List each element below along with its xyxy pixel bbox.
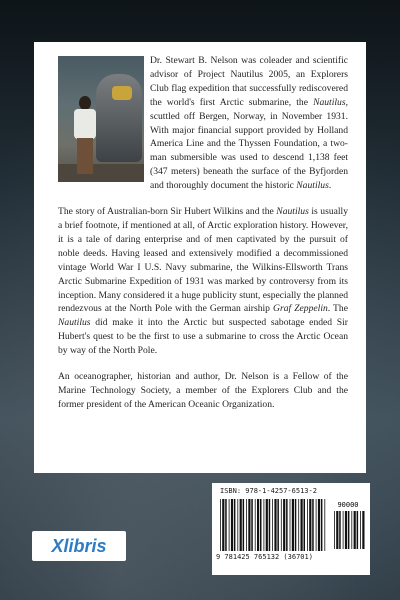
- barcode-box: [212, 483, 370, 575]
- bio-paragraph-1: Dr. Stewart B. Nelson was coleader and scientific advisor of Project Nautilus 2005, an Explorers Club flag expedition that successfully rediscovered the world's first Arctic submarine, the Nautilus, scuttled off Bergen, Norway, in November 1931. With major financial support provided by Holland America Line and the Thyssen Foundation, a two-man submersible was used to descend 1,138 feet (347 meters) beneath the surface of the Byfjorden and thoroughly document the historic Nautilus.: [150, 55, 348, 192]
- text-panel: [34, 42, 366, 473]
- bio-paragraph-3: An oceanographer, historian and author, Dr. Nelson is a Fellow of the Marine Technology Society, a member of the Explorers Club and the former president of the American Oceanic Organization.: [58, 371, 348, 410]
- bio-text: [58, 54, 348, 424]
- ean-digits: 9 781425 765132 (36701): [216, 553, 313, 561]
- barcode-image: [218, 499, 366, 551]
- publisher-logo: Xlibris: [32, 531, 126, 561]
- price-code: 90000: [337, 501, 359, 509]
- isbn-label: ISBN: 978-1-4257-6513-2: [220, 487, 317, 495]
- bio-paragraph-2: The story of Australian-born Sir Hubert Wilkins and the Nautilus is usually a brief footnote, if mentioned at all, of Arctic exploration history. However, it is a tale of daring enterprise and of men captivated by the pursuit of noble deeds. Having leased and extensively modified a decommissioned vintage World War I U.S. Navy submarine, the Wilkins-Ellsworth Trans Arctic Submarine Expedition of 1931 was marked by controversy from its inception. Many considered it a huge publicity stunt, especially the planned rendezvous at the North Pole with the German airship Graf Zeppelin. The Nautilus did make it into the Arctic but suspected sabotage ended Sir Hubert's quest to be the first to use a submarine to cross the Arctic Ocean by way of the North Pole.: [58, 206, 348, 357]
